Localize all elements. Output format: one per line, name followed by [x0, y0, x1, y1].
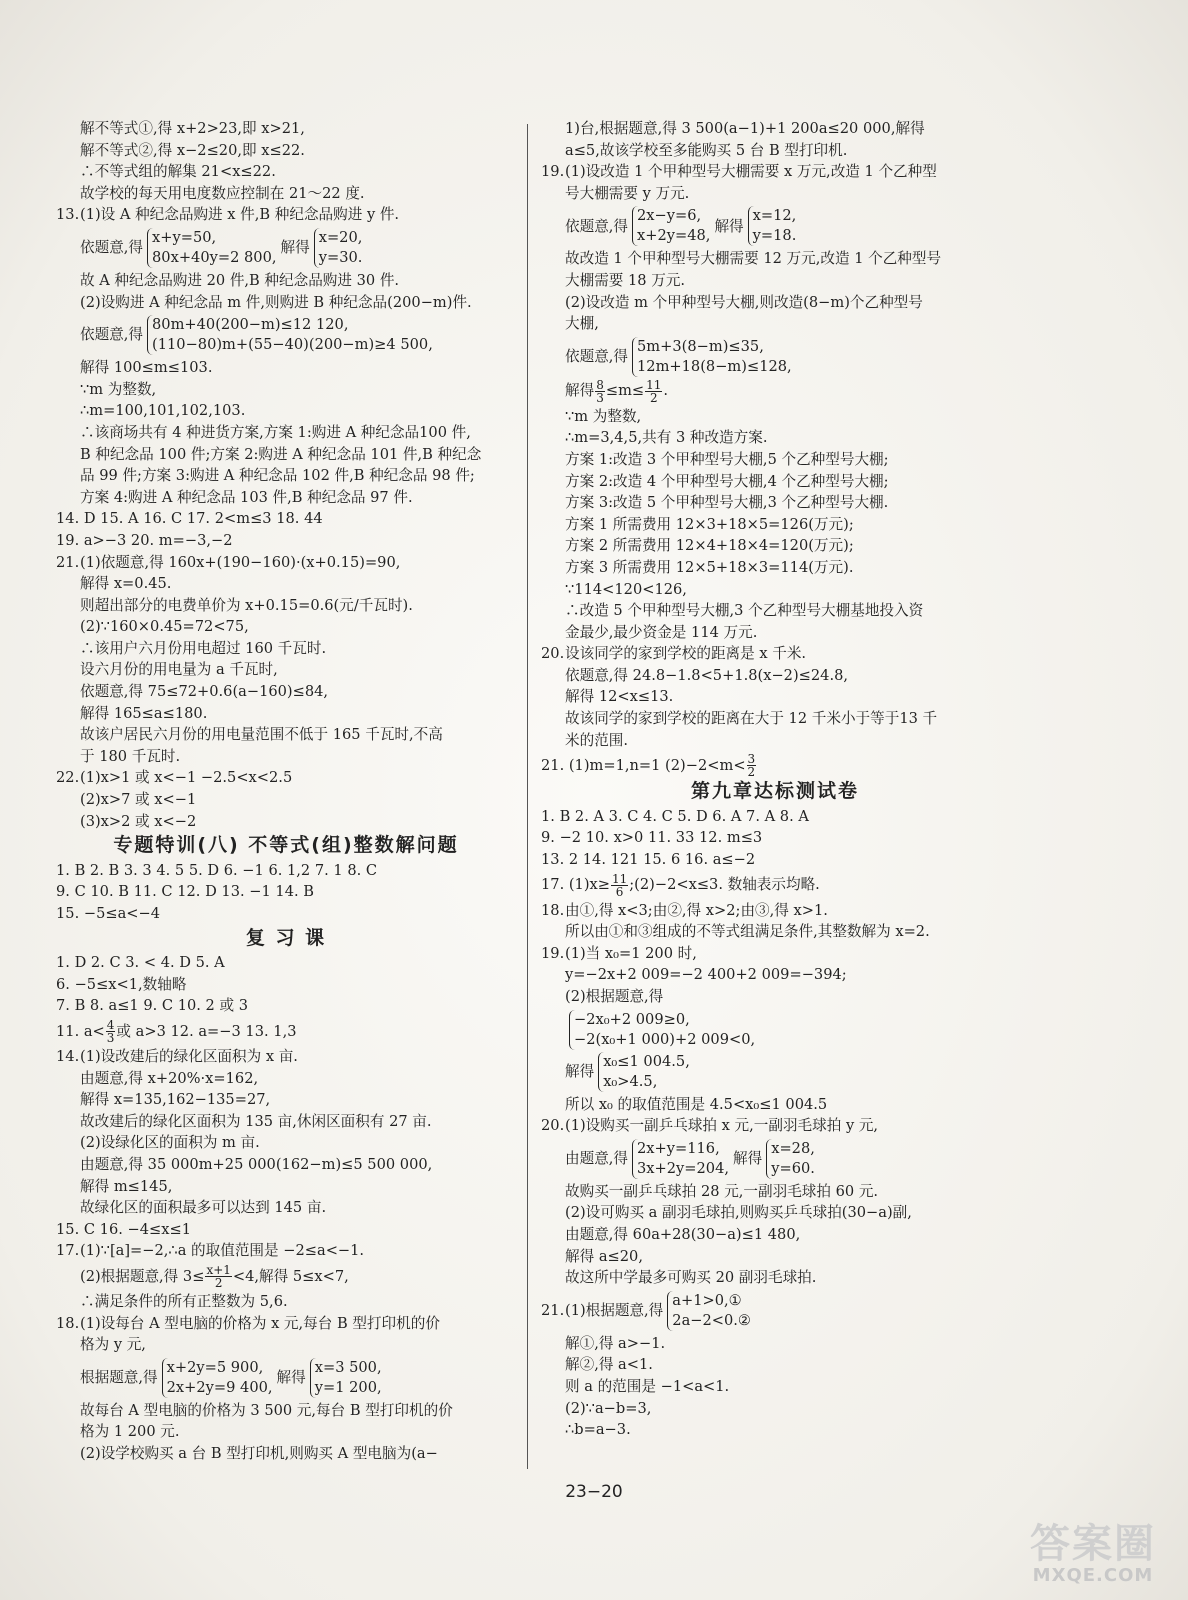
text-line: 解得 165≤a≤180.	[80, 704, 208, 722]
text-line: (2)x>7 或 x<−1	[80, 791, 197, 809]
system-brace: −2x₀+2 009≥0, −2(x₀+1 000)+2 009<0,	[569, 1010, 755, 1050]
text-line: 由题意,得 35 000m+25 000(162−m)≤5 500 000,	[80, 1155, 433, 1173]
text-line: 故学校的每天用电度数应控制在 21～22 度.	[80, 184, 365, 202]
text-line: (2)根据题意,得 3≤ $\frac{x+1}{2}$ <4,解得 5≤x<7,	[80, 1262, 349, 1290]
equation-system: 依题意,得 x+y=50, 80x+40y=2 800, 解得 x=20, y=30.	[80, 228, 363, 266]
text-line: ∴b=a−3.	[565, 1421, 631, 1439]
question-number: 22.	[56, 769, 80, 787]
system-brace: 2x+y=116, 3x+2y=204,	[632, 1139, 729, 1179]
question-20: 20.(1)设购买一副乒乓球拍 x 元,一副羽毛球拍 y 元,	[541, 1115, 1009, 1137]
text-line: 故改建后的绿化区面积为 135 亩,休闲区面积有 27 亩.	[80, 1112, 432, 1130]
text-line: 方案 1 所需费用 12×3+18×5=126(万元);	[565, 515, 854, 533]
question-number: 21.	[541, 1301, 565, 1319]
equation-system: 根据题意,得 x+2y=5 900, 2x+2y=9 400, 解得 x=3 500, y=1 200,	[80, 1358, 382, 1396]
question-19: 19.(1)设改造 1 个甲种型号大棚需要 x 万元,改造 1 个乙种型	[541, 161, 1009, 183]
equation-system: 依题意,得 2x−y=6, x+2y=48, 解得 x=12, y=18.	[565, 207, 797, 245]
question-number: 19.	[541, 163, 565, 181]
text-line: (2)设绿化区的面积为 m 亩.	[80, 1134, 260, 1152]
text-line: ∴不等式组的解集 21<x≤22.	[80, 163, 276, 181]
text-line: (2)设购进 A 种纪念品 m 件,则购进 B 种纪念品(200−m)件.	[80, 293, 472, 311]
text-line: 1)台,根据题意,得 3 500(a−1)+1 200a≤20 000,解得	[565, 120, 925, 137]
question-number: 13.	[56, 206, 80, 224]
text-line: 方案 2:改造 4 个甲种型号大棚,4 个乙种型号大棚;	[565, 472, 889, 490]
text-line: 米的范围.	[565, 731, 629, 749]
text-line: 方案 3:改造 5 个甲种型号大棚,3 个乙种型号大棚.	[565, 494, 889, 512]
watermark-site: MXQE.COM	[1032, 1565, 1154, 1586]
text-line: 品 99 件;方案 3:购进 A 种纪念品 102 件,B 种纪念品 98 件;	[80, 467, 475, 485]
text-line: 格为 1 200 元.	[80, 1423, 180, 1441]
text-line: 大棚,	[565, 315, 599, 333]
text-line: (2)∵a−b=3,	[565, 1399, 652, 1417]
text-line: (2)设可购买 a 副羽毛球拍,则购买乒乓球拍(30−a)副,	[565, 1204, 912, 1222]
right-column	[541, 118, 1009, 1441]
text-line: 方案 1:改造 3 个甲种型号大棚,5 个乙种型号大棚;	[565, 450, 889, 468]
answer-line: 21. (1)m=1,n=1 (2)−2<m< $\frac{3}{2}$	[541, 752, 756, 780]
text-line: 方案 2 所需费用 12×4+18×4=120(万元);	[565, 537, 854, 555]
text-line: (2)设学校购买 a 台 B 型打印机,则购买 A 型电脑为(a−	[80, 1444, 438, 1462]
fraction: $\frac{11}{2}$	[646, 377, 662, 405]
text-line: (3)x>2 或 x<−2	[80, 812, 197, 830]
answer-line: 13. 2 14. 121 15. 6 16. a≤−2	[541, 851, 756, 869]
text-line: 格为 y 元,	[80, 1336, 146, 1354]
text-line: 故这所中学最多可购买 20 副羽毛球拍.	[565, 1269, 817, 1287]
text-line: 解得 x=135,162−135=27,	[80, 1091, 271, 1109]
watermark-logo	[1030, 1512, 1156, 1586]
text-line: (2)根据题意,得	[565, 988, 664, 1005]
text-line: 解得 x=0.45.	[80, 575, 172, 593]
fraction: $\frac{8}{3}$	[596, 377, 604, 405]
text-line: 依题意,得 75≤72+0.6(a−160)≤84,	[80, 683, 329, 701]
text-line: ∴该用户六月份用电超过 160 千瓦时.	[80, 639, 327, 657]
answer-line: 6. −5≤x<1,数轴略	[56, 975, 187, 993]
answer-line: 14. D 15. A 16. C 17. 2<m≤3 18. 44	[56, 510, 323, 528]
text-line: 依题意,得 24.8−1.8<5+1.8(x−2)≤24.8,	[565, 666, 849, 684]
text-line: 方案 4:购进 A 种纪念品 103 件,B 种纪念品 97 件.	[80, 488, 413, 506]
question-18: 18.(1)设每台 A 型电脑的价格为 x 元,每台 B 型打印机的价	[56, 1313, 516, 1335]
text-line: 故该同学的家到学校的距离在大于 12 千米小于等于13 千	[565, 710, 938, 728]
system-brace: a+1>0,① 2a−2<0.②	[667, 1291, 751, 1331]
question-14: 14.(1)设改建后的绿化区面积为 x 亩.	[56, 1046, 516, 1068]
system-brace: x+y=50, 80x+40y=2 800,	[147, 228, 277, 268]
inequality-system	[541, 1010, 1009, 1050]
text-line: ∵m 为整数,	[80, 380, 157, 398]
watermark-chars: 答案圈	[1030, 1521, 1156, 1567]
question-number: 19.	[541, 944, 565, 962]
question-17: 17.(1)∵[a]=−2,∴a 的取值范围是 −2≤a<−1.	[56, 1240, 516, 1262]
question-19: 19.(1)当 x₀=1 200 时,	[541, 943, 1009, 965]
answer-line: 1. B 2. B 3. 3 4. 5 5. D 6. −1 6. 1,2 7. 1 8. C	[56, 861, 378, 879]
text-line: 所以 x₀ 的取值范围是 4.5<x₀≤1 004.5	[565, 1095, 828, 1113]
text-line: 解①,得 a>−1.	[565, 1334, 666, 1352]
answer-line: 1. B 2. A 3. C 4. C 5. D 6. A 7. A 8. A	[541, 807, 809, 825]
system-brace: x₀≤1 004.5, x₀>4.5,	[598, 1052, 690, 1092]
text-line: 故购买一副乒乓球拍 28 元,一副羽毛球拍 60 元.	[565, 1182, 879, 1200]
text-line: 解得 100≤m≤103.	[80, 359, 213, 377]
answer-line: 9. −2 10. x>0 11. 33 12. m≤3	[541, 829, 763, 847]
question-number: 20.	[541, 645, 565, 663]
question-number: 18.	[56, 1314, 80, 1332]
text-line: 故改造 1 个甲种型号大棚需要 12 万元,改造 1 个乙种型号	[565, 250, 942, 268]
answer-line: 15. −5≤a<−4	[56, 905, 161, 922]
fraction: $\frac{x+1}{2}$	[206, 1262, 231, 1290]
text-line: 于 180 千瓦时.	[80, 747, 181, 765]
page-number: 23−20	[565, 1482, 623, 1502]
answer-line: 17. (1)x≥ $\frac{11}{6}$ ;(2)−2<x≤3. 数轴表示均略.	[541, 871, 820, 899]
text-line: 金最少,最少资金是 114 万元.	[565, 623, 758, 641]
text-line: ∴改造 5 个甲种型号大棚,3 个乙种型号大棚基地投入资	[565, 602, 924, 620]
system-brace: x+2y=5 900, 2x+2y=9 400,	[162, 1358, 273, 1398]
question-20: 20.设该同学的家到学校的距离是 x 千米.	[541, 643, 1009, 665]
text-line: 号大棚需要 y 万元.	[565, 184, 690, 202]
text-line: (2)∵160×0.45=72<75,	[80, 618, 249, 636]
text-line: ∵m 为整数,	[565, 407, 642, 425]
text-line: 则 a 的范围是 −1<a<1.	[565, 1377, 730, 1395]
system-brace: 2x−y=6, x+2y=48,	[632, 206, 710, 246]
system-brace: x=12, y=18.	[748, 206, 797, 246]
answer-line: 1. D 2. C 3. < 4. D 5. A	[56, 954, 225, 972]
text-line: 由题意,得 x+20%·x=162,	[80, 1069, 259, 1087]
text-line: 解得 12<x≤13.	[565, 688, 674, 706]
text-line: ∴m=3,4,5,共有 3 种改造方案.	[565, 429, 768, 447]
system-brace: x=3 500, y=1 200,	[310, 1358, 382, 1398]
fraction: $\frac{11}{6}$	[611, 871, 628, 899]
question-21: 21. (1)根据题意,得 a+1>0,① 2a−2<0.②	[541, 1291, 752, 1329]
question-18: 18.由①,得 x<3;由②,得 x>2;由③,得 x>1.	[541, 900, 1009, 922]
answer-line: 15. C 16. −4≤x≤1	[56, 1220, 191, 1238]
answer-line: 11. a< $\frac{4}{3}$ 或 a>3 12. a=−3 13. 1,3	[56, 1017, 297, 1045]
text-line: 解②,得 a<1.	[565, 1356, 653, 1374]
text-line: 解得 $\frac{8}{3}$ ≤m≤ $\frac{11}{2}$ .	[565, 377, 669, 405]
text-line: ∵114<120<126,	[565, 580, 687, 598]
text-line: 故每台 A 型电脑的价格为 3 500 元,每台 B 型打印机的价	[80, 1401, 453, 1419]
question-number: 14.	[56, 1047, 80, 1065]
text-line: 所以由①和③组成的不等式组满足条件,其整数解为 x=2.	[565, 923, 930, 941]
system-brace: 80m+40(200−m)≤12 120, (110−80)m+(55−40)(200−m)≥4 500,	[147, 315, 433, 355]
section-heading-chapter9: 第九章达标测试卷	[690, 780, 859, 803]
answer-line: 7. B 8. a≤1 9. C 10. 2 或 3	[56, 997, 248, 1015]
text-line: 大棚需要 18 万元.	[565, 271, 686, 289]
text-line: 解不等式①,得 x+2>23,即 x>21,	[80, 120, 305, 137]
text-line: a≤5,故该学校至多能购买 5 台 B 型打印机.	[565, 141, 848, 159]
question-13: 13.(1)设 A 种纪念品购进 x 件,B 种纪念品购进 y 件.	[56, 204, 516, 226]
inequality-system: 依题意,得 5m+3(8−m)≤35, 12m+18(8−m)≤128,	[565, 337, 792, 375]
text-line: 故绿化区的面积最多可以达到 145 亩.	[80, 1199, 327, 1217]
text-line: ∴满足条件的所有正整数为 5,6.	[80, 1292, 288, 1310]
text-line: 故该户居民六月份的用电量范围不低于 165 千瓦时,不高	[80, 726, 443, 744]
column-divider	[527, 124, 528, 1469]
text-line: (2)设改造 m 个甲种型号大棚,则改造(8−m)个乙种型号	[565, 293, 923, 311]
text-line: 解不等式②,得 x−2≤20,即 x≤22.	[80, 141, 305, 159]
question-number: 20.	[541, 1117, 565, 1135]
question-21: 21.(1)依题意,得 160x+(190−160)·(x+0.15)=90,	[56, 552, 516, 574]
inequality-system: 依题意,得 80m+40(200−m)≤12 120, (110−80)m+(55−40)(200−m)≥4 500,	[80, 316, 433, 354]
section-heading-review: 复 习 课	[245, 926, 327, 949]
text-line: ∴该商场共有 4 种进货方案,方案 1:购进 A 种纪念品100 件,	[80, 423, 471, 441]
question-number: 17.	[56, 1242, 80, 1260]
question-number: 18.	[541, 901, 565, 919]
text-line: 解得 a≤20,	[565, 1247, 643, 1265]
text-line: 设六月份的用电量为 a 千瓦时,	[80, 661, 278, 679]
fraction: $\frac{3}{2}$	[747, 752, 756, 780]
section-heading-special: 专题特训(八) 不等式(组)整数解问题	[113, 834, 459, 857]
solution-system: 解得 x₀≤1 004.5, x₀>4.5,	[565, 1052, 690, 1090]
system-brace: x=20, y=30.	[314, 228, 363, 268]
answer-line: 9. C 10. B 11. C 12. D 13. −1 14. B	[56, 883, 314, 901]
text-line: 则超出部分的电费单价为 x+0.15=0.6(元/千瓦时).	[80, 596, 413, 614]
text-line: 解得 m≤145,	[80, 1177, 173, 1195]
fraction: $\frac{4}{3}$	[106, 1017, 115, 1045]
system-brace: x=28, y=60.	[766, 1139, 815, 1179]
text-line: 方案 3 所需费用 12×5+18×3=114(万元).	[565, 558, 854, 576]
question-number: 21.	[56, 553, 80, 571]
text-line: ∴m=100,101,102,103.	[80, 402, 246, 420]
left-column	[56, 118, 516, 1464]
text-line: y=−2x+2 009=−2 400+2 009=−394;	[565, 966, 847, 984]
text-line: B 种纪念品 100 件;方案 2:购进 A 种纪念品 101 件,B 种纪念	[80, 445, 482, 463]
text-line: 故 A 种纪念品购进 20 件,B 种纪念品购进 30 件.	[80, 271, 400, 289]
text-line: 由题意,得 60a+28(30−a)≤1 480,	[565, 1225, 801, 1243]
question-22: 22.(1)x>1 或 x<−1 −2.5<x<2.5	[56, 767, 516, 789]
equation-system: 由题意,得 2x+y=116, 3x+2y=204, 解得 x=28, y=60.	[565, 1139, 815, 1177]
system-brace: 5m+3(8−m)≤35, 12m+18(8−m)≤128,	[632, 337, 792, 377]
answer-line: 19. a>−3 20. m=−3,−2	[56, 531, 233, 549]
